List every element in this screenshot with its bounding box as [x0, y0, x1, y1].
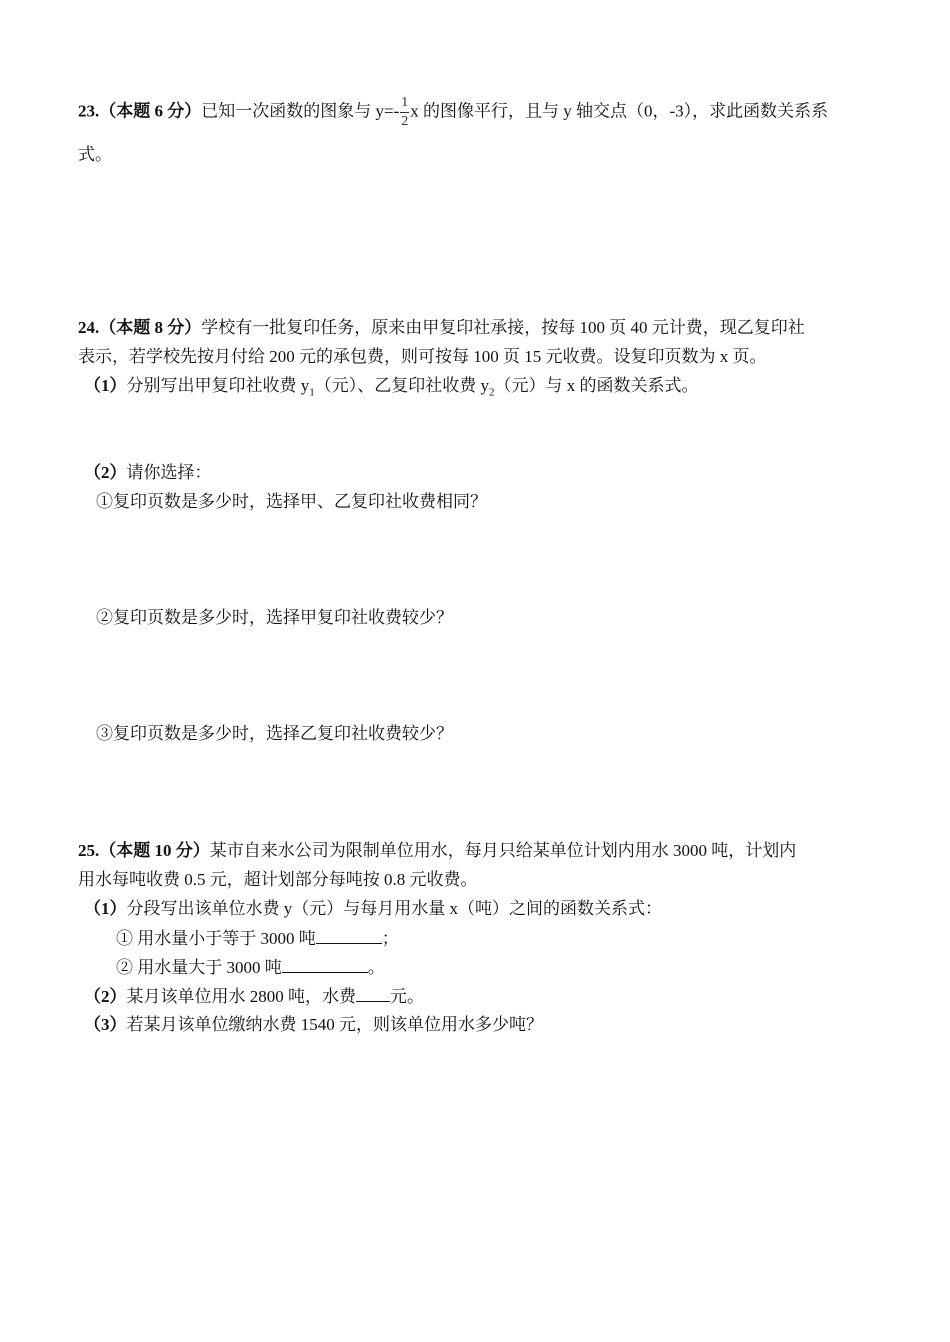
- q25-score: （本题 10 分）: [99, 841, 210, 860]
- q25-part1-text: 分段写出该单位水费 y（元）与每月用水量 x（吨）之间的函数关系式：: [126, 899, 662, 918]
- q23-text-b: x 的图像平行，且与 y 轴交点（0，-3），求此函数关系系: [410, 101, 829, 121]
- q23-line2: 式。: [78, 145, 112, 164]
- q25-part1-label: （1）: [84, 899, 127, 918]
- q24-number: 24.: [78, 318, 100, 337]
- q23-text-a: 已知一次函数的图象与 y=-: [201, 101, 400, 121]
- q25-part3-label: （3）: [84, 1015, 127, 1034]
- q25-part3: [84, 1014, 543, 1036]
- q25-line1: [78, 840, 796, 862]
- q25-part2-text-b: 元。: [390, 987, 424, 1006]
- q24-sub2: ②复印页数是多少时，选择甲复印社收费较少？: [96, 608, 453, 627]
- q25-case1: [116, 927, 399, 950]
- q24-part1: [84, 375, 699, 397]
- q24-text-1: 学校有一批复印任务，原来由甲复印社承接，按每 100 页 40 元计费，现乙复印社: [201, 318, 805, 337]
- q23-number: 23.: [78, 101, 100, 121]
- q25-text-1: 某市自来水公司为限制单位用水，每月只给某单位计划内用水 3000 吨，计划内: [209, 841, 797, 860]
- q24-part1-text-a: 分别写出甲复印社收费 y: [126, 376, 310, 395]
- q25-part1: [84, 898, 662, 920]
- q25-number: 25.: [78, 841, 100, 860]
- q25-part2-blank[interactable]: [356, 985, 390, 1002]
- q25-line2: 用水每吨收费 0.5 元，超计划部分每吨按 0.8 元收费。: [78, 870, 478, 889]
- q25-part2: [84, 985, 424, 1008]
- q24-line1: [78, 317, 805, 339]
- q25-part2-label: （2）: [84, 987, 127, 1006]
- q24-score: （本题 8 分）: [99, 318, 202, 337]
- q24-part1-label: （1）: [84, 376, 127, 395]
- q23-line1: [78, 95, 828, 130]
- q25-part3-text: 若某月该单位缴纳水费 1540 元，则该单位用水多少吨？: [126, 1015, 543, 1034]
- q25-case1-end: ；: [381, 929, 399, 948]
- q24-part1-sub1: 1: [309, 386, 315, 399]
- q25-case1-blank[interactable]: [316, 927, 382, 944]
- q24-part2: [84, 462, 212, 484]
- q24-sub3: ③复印页数是多少时，选择乙复印社收费较少？: [96, 724, 453, 743]
- q25-case2: [116, 956, 385, 979]
- q24-part2-text: 请你选择：: [126, 463, 212, 482]
- q23-frac-bar: [400, 112, 409, 113]
- q24-sub1: ①复印页数是多少时，选择甲、乙复印社收费相同？: [96, 492, 487, 511]
- q24-part1-text-b: （元）、乙复印社收费 y: [314, 376, 489, 395]
- q25-case2-blank[interactable]: [282, 956, 368, 973]
- q23-fraction: [400, 95, 409, 130]
- q24-part2-label: （2）: [84, 463, 127, 482]
- q23-score: （本题 6 分）: [99, 101, 202, 121]
- q25-case1-text: ① 用水量小于等于 3000 吨: [116, 929, 316, 948]
- q25-case2-end: 。: [367, 958, 385, 977]
- q25-part2-text-a: 某月该单位用水 2800 吨，水费: [126, 987, 356, 1006]
- q24-part1-text-c: （元）与 x 的函数关系式。: [494, 376, 699, 395]
- q25-case2-text: ② 用水量大于 3000 吨: [116, 958, 282, 977]
- q23-frac-numerator: 1: [401, 95, 409, 110]
- q24-part1-sub2: 2: [489, 386, 495, 399]
- q23-frac-denominator: 2: [401, 114, 409, 129]
- q24-line2: 表示，若学校先按月付给 200 元的承包费，则可按每 100 页 15 元收费。设复印页数为 x 页。: [78, 347, 767, 366]
